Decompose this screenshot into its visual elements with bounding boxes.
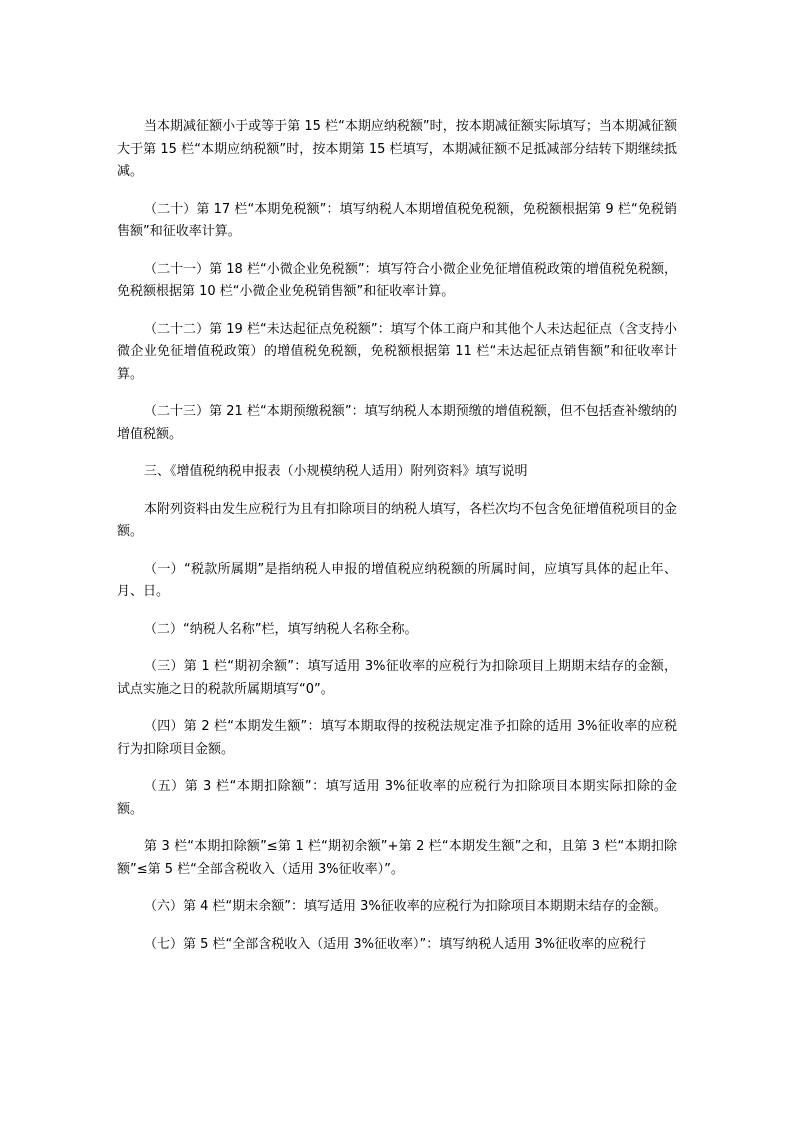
paragraph-sub-2: （二）“纳税人名称”栏，填写纳税人名称全称。 — [144, 621, 418, 637]
paragraph-item-20: （二十）第 17 栏“本期免税额”：填写纳税人本期增值税免税额，免税额根据第 9 栏“免税销售额”和征收率计算。 — [117, 201, 677, 239]
paragraph-sub-4: （四）第 2 栏“本期发生额”：填写本期取得的按税法规定准予扣除的适用 3%征收率的应税行为扣除项目金额。 — [117, 719, 677, 757]
paragraph-item-22: （二十二）第 19 栏“未达起征点免税额”：填写个体工商户和其他个人未达起征点（含支持小微企业免征增值税政策）的增值税免税额，免税额根据第 11 栏“未达起征点销售额”和征收率计算。 — [117, 321, 677, 382]
paragraph-sub-7: （七）第 5 栏“全部含税收入（适用 3%征收率）”：填写纳税人适用 3%征收率的应税行 — [144, 936, 647, 952]
paragraph-sub-1: （一）“税款所属期”是指纳税人申报的增值税应纳税额的所属时间，应填写具体的起止年、月、日。 — [117, 561, 677, 599]
document-page — [117, 116, 677, 971]
paragraph-section-intro: 本附列资料由发生应税行为且有扣除项目的纳税人填写，各栏次均不包含免征增值税项目的金额。 — [117, 501, 678, 539]
paragraph-sub-5: （五）第 3 栏“本期扣除额”：填写适用 3%征收率的应税行为扣除项目本期实际扣除的金额。 — [117, 779, 677, 817]
paragraph-item-23: （二十三）第 21 栏“本期预缴税额”：填写纳税人本期预缴的增值税额，但不包括查补缴纳的增值税额。 — [117, 404, 677, 442]
paragraph-sub-6: （六）第 4 栏“期末余额”：填写适用 3%征收率的应税行为扣除项目本期期末结存的金额。 — [144, 899, 667, 914]
paragraph-sub-3: （三）第 1 栏“期初余额”：填写适用 3%征收率的应税行为扣除项目上期期末结存的金额，试点实施之日的税款所属期填写“0”。 — [117, 659, 677, 697]
paragraph-reduction-amount: 当本期减征额小于或等于第 15 栏“本期应纳税额”时，按本期减征额实际填写；当本期减征额大于第 15 栏“本期应纳税额”时，按本期第 15 栏填写，本期减征额不足抵减部分结转下期继续抵减。 — [117, 119, 677, 179]
paragraph-sub-5-constraint: 第 3 栏“本期扣除额”≤第 1 栏“期初余额”+第 2 栏“本期发生额”之和，且第 3 栏“本期扣除额”≤第 5 栏“全部含税收入（适用 3%征收率）”。 — [117, 839, 677, 877]
paragraph-item-21: （二十一）第 18 栏“小微企业免税额”：填写符合小微企业免征增值税政策的增值税免税额，免税额根据第 10 栏“小微企业免税销售额”和征收率计算。 — [117, 261, 677, 299]
section-heading-3: 三、《增值税纳税申报表（小规模纳税人适用）附列资料》填写说明 — [144, 464, 528, 479]
